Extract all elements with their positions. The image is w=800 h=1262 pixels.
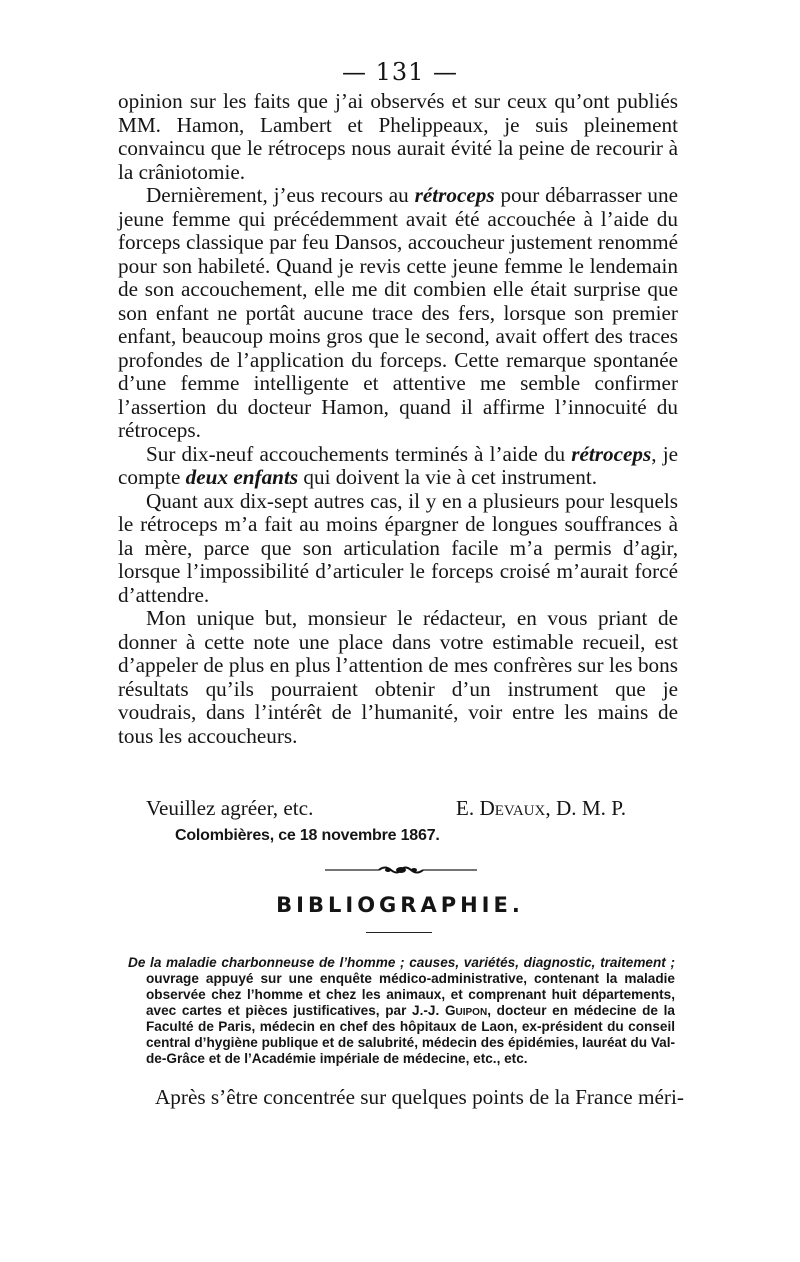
author-name: Devaux bbox=[479, 796, 546, 820]
dateline: Colombières, ce 18 novembre 1867. bbox=[175, 827, 440, 844]
book-title: De la maladie charbonneuse de l’homme ; causes, variétés, diagnostic, traitement ; bbox=[128, 955, 675, 970]
author-title: , D. M. P. bbox=[545, 796, 626, 820]
book-description-b: , docteur en médecine de la Faculté de Paris, médecin en chef des hôpitaux de Laon, ex-président du conseil central d’hygiène publique et de salubrité, médecin des épidémies, lauréat du Val-de-Grâce et de l’Académie impériale de médecine, etc., etc. bbox=[146, 1003, 675, 1066]
paragraph-3-emphasis-1: rétroceps bbox=[571, 441, 652, 466]
paragraph-4: Quant aux dix-sept autres cas, il y en a plusieurs pour lesquels le rétroceps m’a fait au moins épargner de longues souffrances à la mère, parce que son articulation facile m’a permis d’agir, lorsque l’impossibilité d’articuler le forceps croisé m’aurait forcé d’attendre. bbox=[118, 488, 678, 607]
paragraph-3-emphasis-2: deux enfants bbox=[185, 465, 299, 489]
author-signature bbox=[456, 796, 626, 820]
paragraph-3 bbox=[118, 443, 678, 490]
page-number: — 131 — bbox=[341, 58, 459, 86]
book-description-a: ouvrage appuyé sur une enquête médico-administrative, contenant la maladie observée chez l’homme et chez les animaux, et comprenant huit départements, avec cartes et pièces justificatives, par J.-J. bbox=[146, 971, 675, 1018]
author-initial: E. bbox=[455, 796, 480, 820]
paragraph-1: opinion sur les faits que j’ai observés et sur ceux qu’ont publiés MM. Hamon, Lambert et Phelippeaux, je suis pleinement convaincu que le rétroceps nous aurait évité la peine de recourir à la crâniotomie. bbox=[118, 89, 678, 184]
paragraph-3-text-c: qui doivent la vie à cet instrument. bbox=[298, 465, 598, 489]
paragraph-2-emphasis: rétroceps bbox=[414, 183, 495, 207]
paragraph-2-text-a: Dernièrement, j’eus recours au bbox=[146, 183, 415, 207]
closing-formula: Veuillez agréer, etc. bbox=[146, 796, 314, 820]
section-heading: BIBLIOGRAPHIE. bbox=[276, 893, 524, 917]
paragraph-2-text-b: pour débarrasser une jeune femme qui précédemment avait été accouchée à l’aide du forceps classique par feu Dansos, accoucheur justement renommé pour son habileté. Quand je revis cette jeune femme le lendemain de son accouchement, elle me dit combien elle était surprise que son enfant ne portât aucune trace des fers, lorsque son premier enfant, beaucoup moins gros que le second, avait offert des traces profondes de l’application du forceps. Cette remarque spontanée d’une femme intelligente et attentive me semble confirmer l’assertion du docteur Hamon, quand il affirme l’innocuité du rétroceps. bbox=[118, 183, 679, 442]
book-author: Guipon bbox=[444, 1003, 488, 1018]
paragraph-3-text-a: Sur dix-neuf accouchements terminés à l’aide du bbox=[146, 441, 572, 466]
paragraph-2 bbox=[118, 184, 678, 443]
bibliography-entry bbox=[128, 955, 675, 1067]
signature-line bbox=[146, 796, 626, 820]
bibliography-text bbox=[128, 955, 675, 1067]
continuation-line bbox=[155, 1085, 684, 1109]
heading-rule bbox=[366, 932, 432, 933]
ornament-divider bbox=[325, 864, 477, 876]
letter-body bbox=[118, 90, 678, 748]
paragraph-5: Mon unique but, monsieur le rédacteur, en vous priant de donner à cette note une place dans votre estimable recueil, est d’appeler de plus en plus l’attention de mes confrères sur les bons résultats qu’ils pourraient obtenir d’un instrument que je voudrais, dans l’intérêt de l’humanité, voir entre les mains de tous les accoucheurs. bbox=[118, 606, 678, 748]
continuation-text: Après s’être concentrée sur quelques points de la France méri- bbox=[155, 1085, 684, 1109]
paragraph-3-text-b: , je compte bbox=[118, 441, 678, 489]
